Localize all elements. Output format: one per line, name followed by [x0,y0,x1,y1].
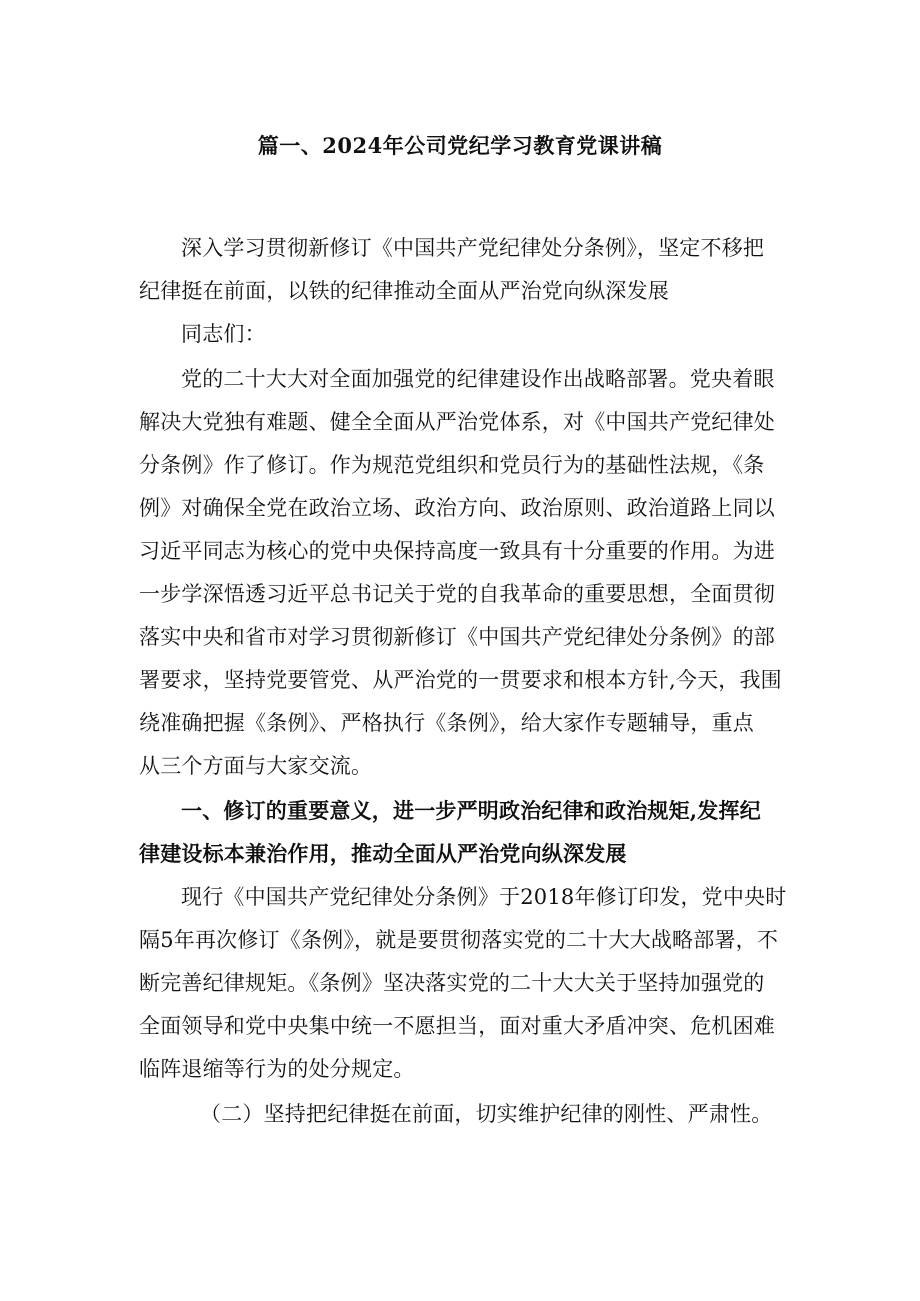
subsection-heading: （二）坚持把纪律挺在前面，切实维护纪律的刚性、严肃性。 [200,1102,773,1126]
paragraph-line: 全面领导和党中央集中统一不愿担当，面对重大矛盾冲突、危机困难 [139,1014,775,1038]
paragraph-line: 例》对确保全党在政治立场、政治方向、政治原则、政治道路上同以 [139,496,775,520]
paragraph-line: 现行《中国共产党纪律处分条例》于2018年修订印发，党中央时 [181,885,787,909]
paragraph-line: 分条例》作了修订。作为规范党组织和党员行为的基础性法规，《条 [139,453,765,477]
paragraph-line: 隔5年再次修订《条例》，就是要贯彻落实党的二十大大战略部署，不 [139,928,779,952]
paragraph-line: 解决大党独有难题、健全全面从严治党体系，对《中国共产党纪律处 [139,410,775,434]
paragraph-line: 从三个方面与大家交流。 [139,754,373,778]
paragraph-line: 习近平同志为核心的党中央保持高度一致具有十分重要的作用。为进 [139,539,775,563]
section-heading: 一、修订的重要意义，进一步严明政治纪律和政治规矩,发挥纪 [181,798,761,823]
paragraph-line: 临阵退缩等行为的处分规定。 [139,1057,415,1081]
paragraph-line: 纪律挺在前面，以铁的纪律推动全面从严治党向纵深发展 [139,279,669,303]
paragraph-line: 一步学深悟透习近平总书记关于党的自我革命的重要思想，全面贯彻 [139,582,775,606]
paragraph-line: 落实中央和省市对学习贯彻新修订《中国共产党纪律处分条例》的部 [139,625,775,649]
paragraph-line: 署要求，坚持党要管党、从严治党的一贯要求和根本方针,今天，我围 [139,668,782,692]
paragraph-line: 深入学习贯彻新修订《中国共产党纪律处分条例》，坚定不移把 [181,236,765,260]
paragraph-line: 党的二十大大对全面加强党的纪律建设作出战略部署。党央着眼 [181,367,775,391]
section-heading: 律建设标本兼治作用，推动全面从严治党向纵深发展 [139,841,627,866]
document-title: 篇一、2024年公司党纪学习教育党课讲稿 [257,133,663,158]
paragraph-line: 断完善纪律规矩。《条例》坚决落实党的二十大大关于坚持加强党的 [139,971,765,995]
salutation: 同志们： [181,322,266,346]
paragraph-line: 绕准确把握《条例》、严格执行《条例》，给大家作专题辅导，重点 [139,711,754,735]
